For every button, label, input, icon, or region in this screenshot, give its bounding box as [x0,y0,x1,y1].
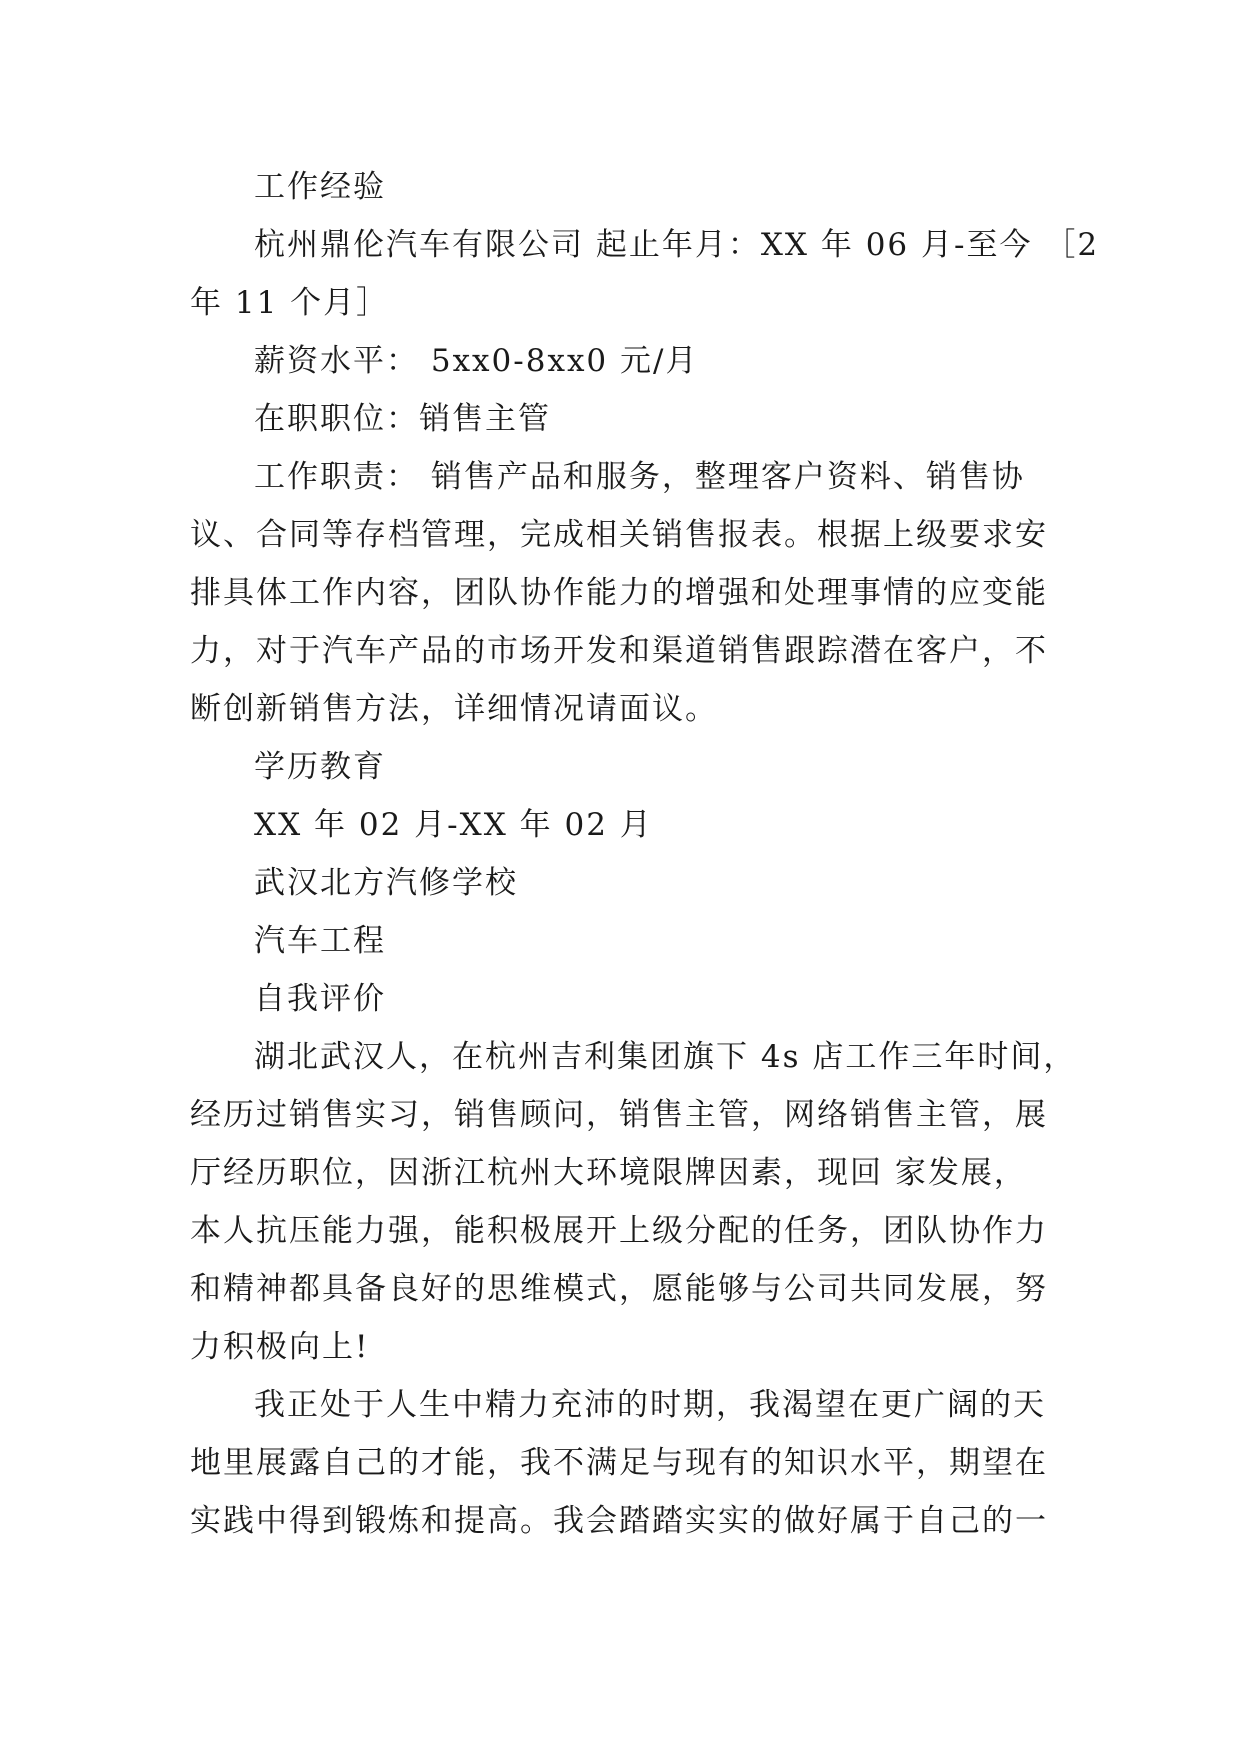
duties-line: 议、合同等存档管理，完成相关销售报表。根据上级要求安 [190,517,1048,553]
section-heading-self-evaluation: 自我评价 [254,981,386,1017]
closing-paragraph-line: 实践中得到锻炼和提高。我会踏踏实实的做好属于自己的一 [190,1503,1048,1539]
duties-line: 排具体工作内容，团队协作能力的增强和处理事情的应变能 [190,575,1048,611]
self-evaluation-line: 本人抗压能力强，能积极展开上级分配的任务，团队协作力 [190,1213,1048,1249]
school-name: 武汉北方汽修学校 [254,865,518,901]
major-name: 汽车工程 [254,923,386,959]
closing-paragraph-line: 地里展露自己的才能，我不满足与现有的知识水平，期望在 [190,1445,1048,1481]
self-evaluation-line: 湖北武汉人，在杭州吉利集团旗下 4s 店工作三年时间， [254,1039,1077,1075]
self-evaluation-line: 和精神都具备良好的思维模式，愿能够与公司共同发展，努 [190,1271,1048,1307]
document-body [190,158,1100,1550]
section-heading-education: 学历教育 [254,749,386,785]
company-period-line: 杭州鼎伦汽车有限公司 起止年月：XX 年 06 月-至今 ［2 [254,227,1100,263]
self-evaluation-line: 经历过销售实习，销售顾问，销售主管，网络销售主管，展 [190,1097,1048,1133]
duties-line: 力，对于汽车产品的市场开发和渠道销售跟踪潜在客户，不 [190,633,1048,669]
section-heading-work-experience: 工作经验 [254,169,386,205]
duties-line: 断创新销售方法，详细情况请面议。 [190,691,718,727]
closing-paragraph-line: 我正处于人生中精力充沛的时期，我渴望在更广阔的天 [254,1387,1046,1423]
company-period-continuation: 年 11 个月］ [190,285,390,321]
self-evaluation-line: 厅经历职位，因浙江杭州大环境限牌因素，现回 家发展， [190,1155,1027,1191]
duties-line: 工作职责： 销售产品和服务，整理客户资料、销售协 [254,459,1025,495]
position-line: 在职职位：销售主管 [254,401,551,437]
education-period: XX 年 02 月-XX 年 02 月 [254,807,653,843]
self-evaluation-line: 力积极向上! [190,1329,370,1365]
salary-line: 薪资水平： 5xx0-8xx0 元/月 [254,343,699,379]
